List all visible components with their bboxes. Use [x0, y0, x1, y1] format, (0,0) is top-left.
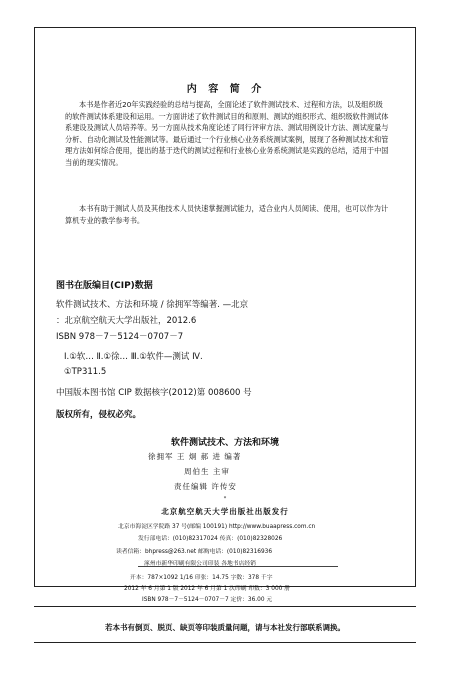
rights-statement: 版权所有，侵权必究。	[56, 410, 142, 420]
cip-line-5: ①TP311.5	[64, 367, 107, 377]
spec-format: 开本：787×1092 1/16 印张：14.75 字数：378 千字	[130, 575, 273, 581]
notice-rule-bottom	[34, 642, 416, 643]
credit-reviewer: 周伯生 主审	[184, 467, 230, 476]
printer-line: 涿州市新华印刷有限公司印装 各地书店经销	[144, 561, 256, 567]
cip-heading: 图书在版编目(CIP)数据	[56, 281, 153, 291]
notice-rule-top	[34, 606, 416, 607]
publisher-email: 读者信箱：bhpress@263.net 邮购电话：(010)82316936	[116, 549, 273, 555]
publisher-name: 北京航空航天大学出版社出版发行	[161, 507, 289, 516]
cip-line-3: ISBN 978－7－5124－0707－7	[56, 332, 184, 342]
spec-isbn-price: ISBN 978－7－5124－0707－7 定价：36.00 元	[142, 597, 273, 603]
quality-notice: 若本书有倒页、脱页、缺页等印装质量问题，请与本社发行部联系调换。	[105, 623, 345, 632]
publisher-address: 北京市海淀区学院路 37 号(邮编 100191) http://www.buaapress.com.cn	[118, 524, 316, 530]
separator-star: *	[223, 496, 227, 502]
summary-paragraph-1: 本书是作者近20年实践经验的总结与提高，全面论述了软件测试技术、过程和方法，以及组织级的软件测试体系建设和运用。一方面讲述了软件测试目的和原则、测试的组织形式、组织级软件测试体系建设及测试人员培养等。另一方面从技术角度论述了同行评审方法、测试用例设计方法、测试度量与分析、自动化测试及性能测试等。最后通过一个行业核心业务系统测试案例，展现了各种测试技术和管理方法如何综合使用，提出的基于迭代的测试过程和行业核心业务系统测试是实践的总结，适用于中国当前的现实情况。	[65, 100, 389, 167]
book-title: 软件测试技术、方法和环境	[170, 438, 279, 448]
summary-title: 内 容 简 介	[186, 84, 266, 95]
colophon-rule	[138, 566, 338, 567]
spec-edition: 2012 年 6 月第 1 版 2012 年 6 月第 1 次印刷 印数：3 000 册	[124, 586, 290, 592]
cip-line-1: 软件测试技术、方法和环境 / 徐拥军等编著. —北京	[56, 300, 249, 310]
summary-paragraph-2: 本书有助于测试人员及其他技术人员快速掌握测试能力，适合业内人员阅读、使用，也可以作为计算机专业的教学参考书。	[65, 204, 389, 225]
credit-authors: 徐拥军 王 炯 郝 进 编著	[148, 452, 242, 461]
cip-line-6: 中国版本图书馆 CIP 数据核字(2012)第 008600 号	[56, 388, 252, 398]
cip-line-2: ：北京航空航天大学出版社，2012.6	[56, 316, 197, 326]
cip-line-4: Ⅰ.①软… Ⅱ.①徐… Ⅲ.①软件—测试 Ⅳ.	[64, 352, 203, 362]
publisher-phone: 发行部电话：(010)82317024 传真：(010)82328026	[138, 536, 283, 542]
credit-editor: 责任编辑 许传安	[174, 482, 237, 491]
